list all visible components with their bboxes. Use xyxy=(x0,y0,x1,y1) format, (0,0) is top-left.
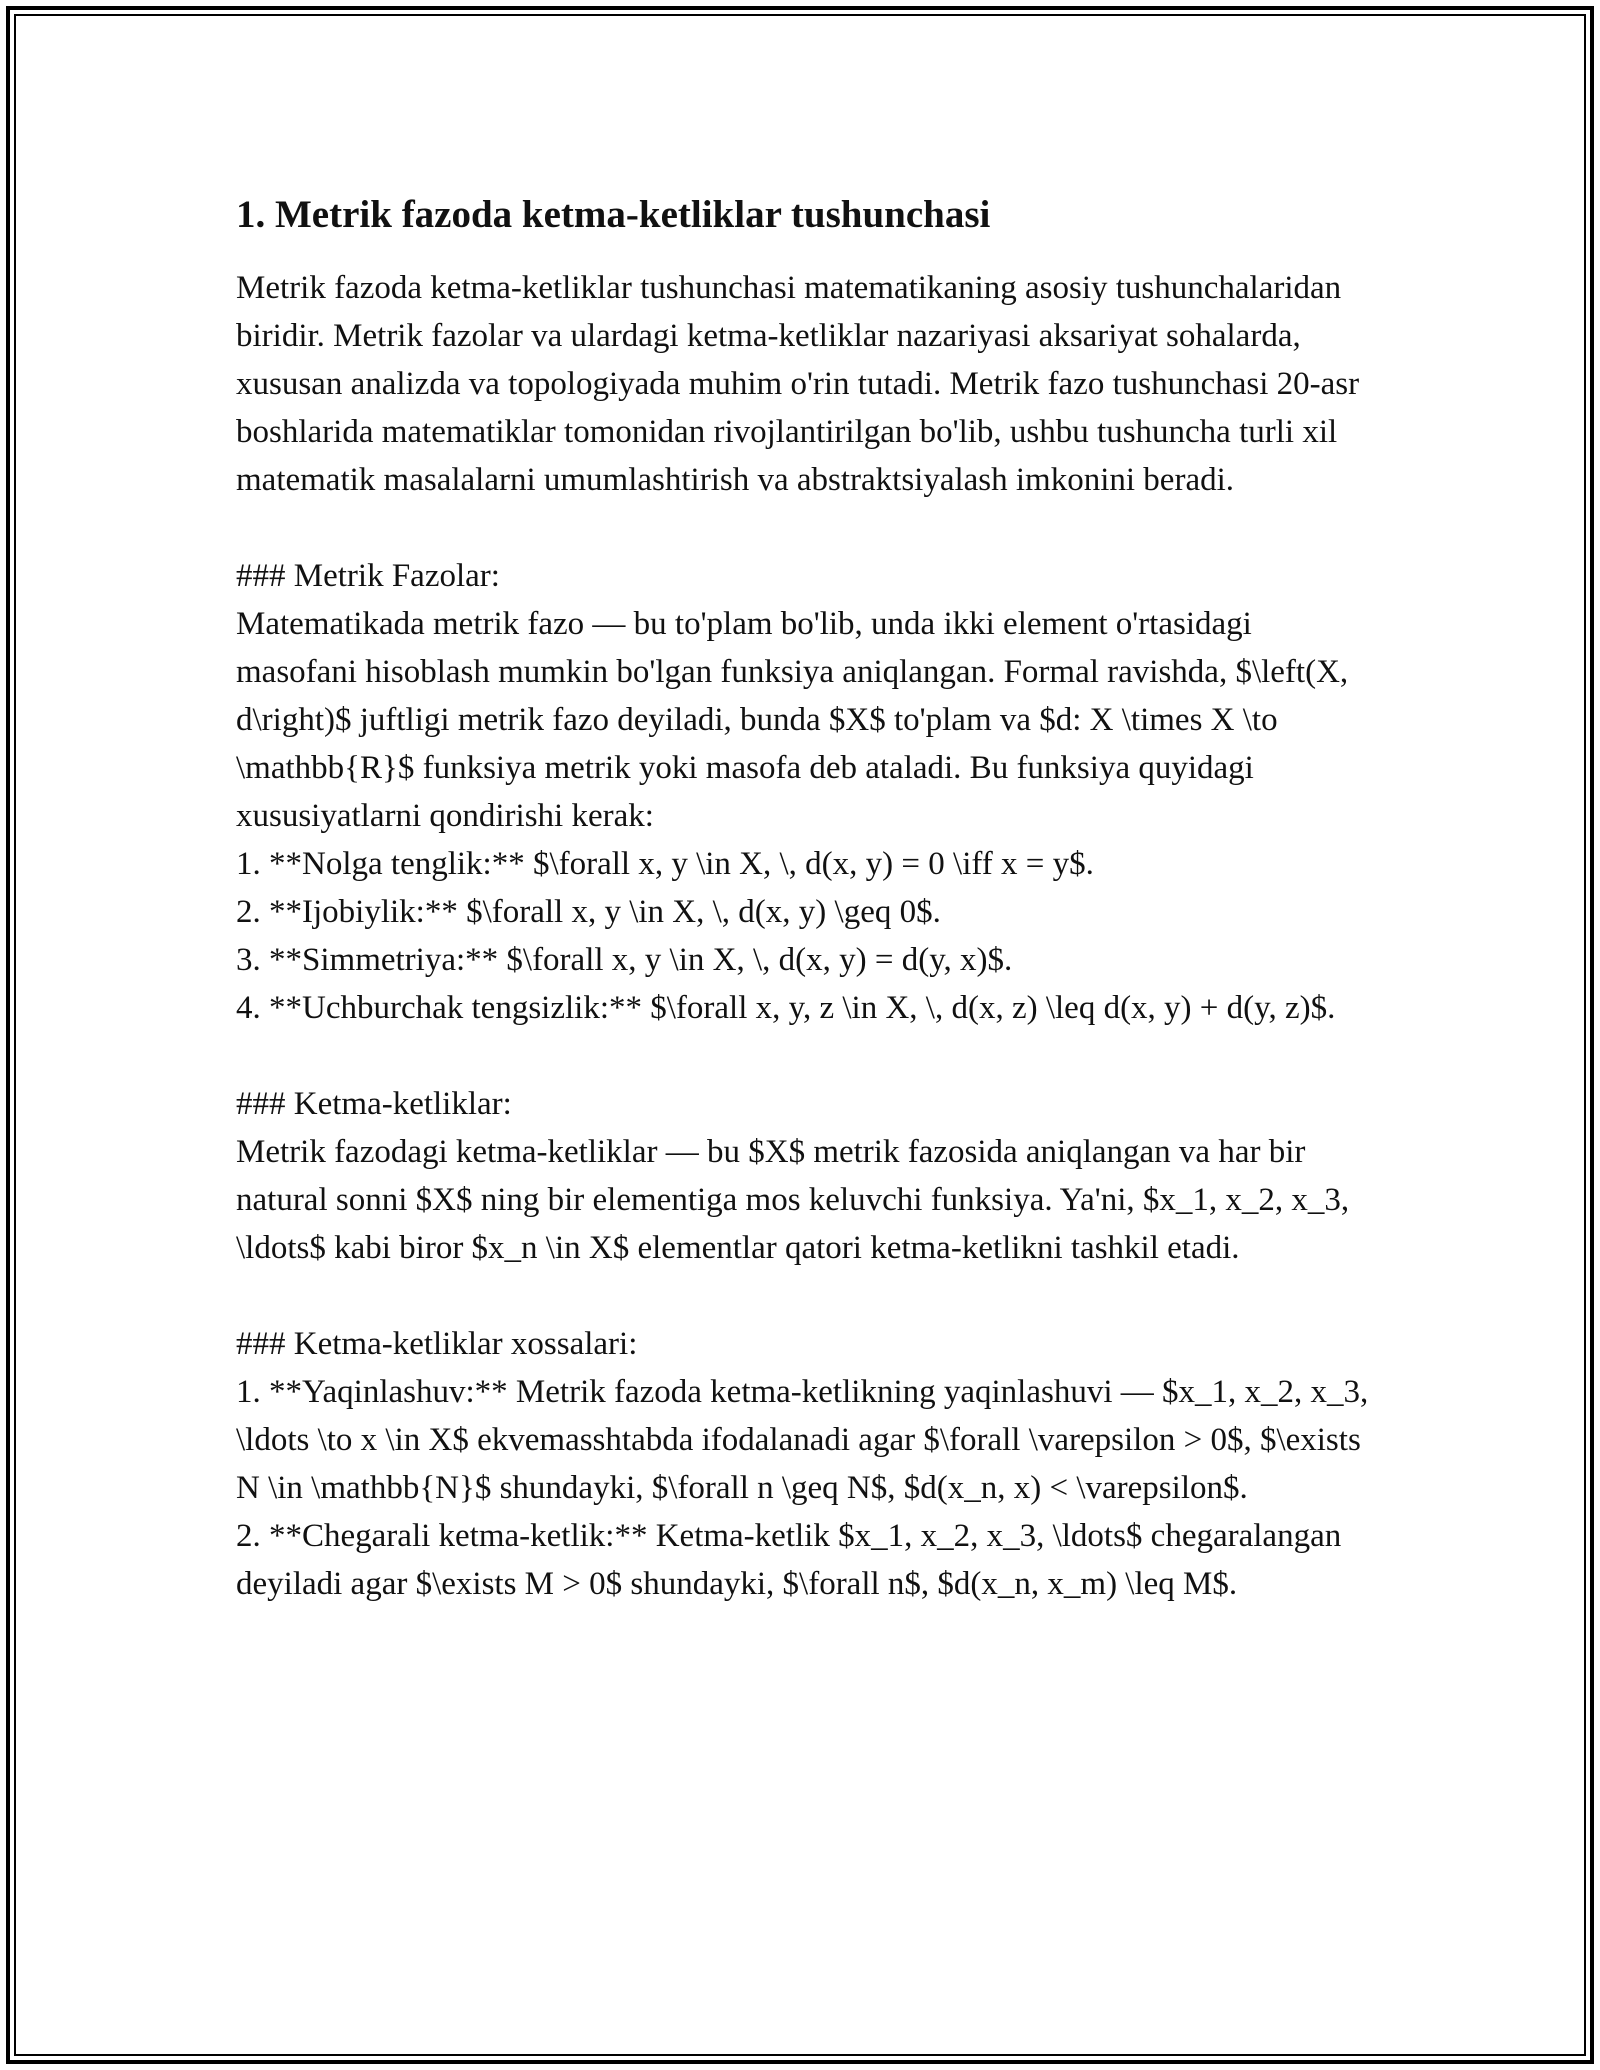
spacer xyxy=(236,504,1371,552)
metric-axiom-item: 2. **Ijobiylik:** $\forall x, y \in X, \, d(x, y) \geq 0$. xyxy=(236,894,941,930)
sequences-heading: ### Ketma-ketliklar: xyxy=(236,1086,512,1122)
sequences-body: Metrik fazodagi ketma-ketliklar — bu $X$ metrik fazosida aniqlangan va har bir natural sonni $X$ ning bir elementiga mos keluvchi funksiya. Ya'ni, $x_1, x_2, x_3, \ldots$ kabi biror $x_n \in X$ elementlar qatori ketma-ketlikni tashkil etadi. xyxy=(236,1134,1358,1266)
metric-spaces-heading: ### Metrik Fazolar: xyxy=(236,558,500,594)
sequence-property-item: 2. **Chegarali ketma-ketlik:** Ketma-ketlik $x_1, x_2, x_3, \ldots$ chegaralangan deyiladi agar $\exists M > 0$ shundayki, $\forall n$, $d(x_n, x_m) \leq M$. xyxy=(236,1518,1350,1602)
metric-axiom-item: 1. **Nolga tenglik:** $\forall x, y \in X, \, d(x, y) = 0 \iff x = y$. xyxy=(236,846,1094,882)
metric-spaces-section xyxy=(236,552,1371,1032)
spacer xyxy=(236,1272,1371,1320)
page-title: 1. Metrik fazoda ketma-ketliklar tushunchasi xyxy=(236,193,991,236)
intro-paragraph: Metrik fazoda ketma-ketliklar tushunchasi matematikaning asosiy tushunchalaridan biridir. Metrik fazolar va ulardagi ketma-ketliklar nazariyasi aksariyat sohalarda, xususan analizda va topologiyada muhim o'rin tutadi. Metrik fazo tushunchasi 20-asr boshlarida matematiklar tomonidan rivojlantirilgan bo'lib, ushbu tushuncha turli xil matematik masalalarni umumlashtirish va abstraktsiyalash imkonini beradi. xyxy=(236,270,1360,498)
document-body xyxy=(236,188,1377,1608)
metric-axiom-item: 4. **Uchburchak tengsizlik:** $\forall x, y, z \in X, \, d(x, z) \leq d(x, y) + d(y, z)$. xyxy=(236,990,1336,1026)
sequences-section xyxy=(236,1080,1371,1272)
sequence-properties-section xyxy=(236,1320,1377,1608)
sequence-property-item: 1. **Yaqinlashuv:** Metrik fazoda ketma-ketlikning yaqinlashuvi — $x_1, x_2, x_3, \ldots \to x \in X$ ekvemasshtabda ifodalanadi agar $\forall \varepsilon > 0$, $\exists N \in \mathbb{N}$ shundayki, $\forall n \geq N$, $d(x_n, x) < \varepsilon$. xyxy=(236,1374,1377,1506)
sequence-properties-heading: ### Ketma-ketliklar xossalari: xyxy=(236,1326,638,1362)
metric-spaces-body: Matematikada metrik fazo — bu to'plam bo'lib, unda ikki element o'rtasidagi masofani hisoblash mumkin bo'lgan funksiya aniqlangan. Formal ravishda, $\left(X, d\right)$ juftligi metrik fazo deyiladi, bunda $X$ to'plam va $d: X \times X \to \mathbb{R}$ funksiya metrik yoki masofa deb ataladi. Bu funksiya quyidagi xususiyatlarni qondirishi kerak: xyxy=(236,606,1357,834)
spacer xyxy=(236,1032,1371,1080)
metric-axiom-item: 3. **Simmetriya:** $\forall x, y \in X, \, d(x, y) = d(y, x)$. xyxy=(236,942,1013,978)
